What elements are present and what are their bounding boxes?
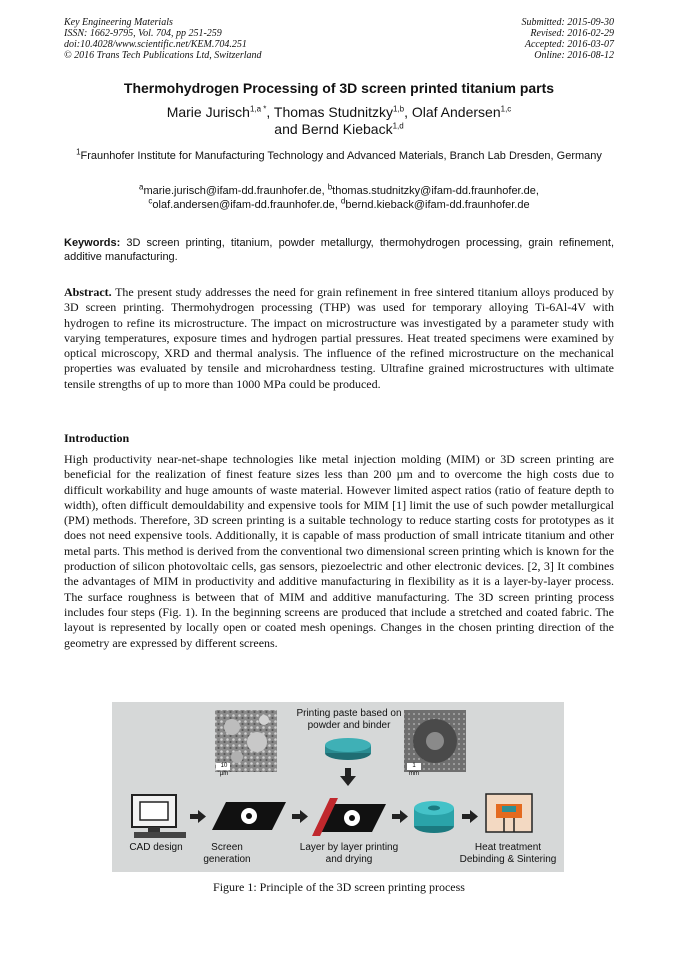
email: thomas.studnitzky@ifam-dd.fraunhofer.de, (332, 185, 539, 197)
abstract-label: Abstract. (64, 285, 112, 299)
section-heading: Introduction (64, 431, 130, 445)
journal-line: © 2016 Trans Tech Publications Ltd, Switzerland (64, 50, 262, 61)
screen-icon (212, 802, 286, 830)
computer-icon (132, 795, 186, 838)
scale-bar-label: 1 mm (409, 763, 419, 777)
introduction-text: High productivity near-net-shape technologies like metal injection molding (MIM) or 3D screen printing are beneficial for the realization of finest feature sizes less than 200 µm and to overcome the high costs due to difficult workability and huge amounts of waste material. However limited aspect ratios (ratio of feature depth to width), often difficult demouldability and expensive tools for MIM [1] limit the use of such powder metallurgical (PM) methods. Therefore, 3D screen printing is a suitable technology to reduce starting costs for prototypes as it does not need expensive tools. Additionally, it is capable of mass production of small intricate titanium and other metal parts. This method is derived from the conventional two dimensional screen printing which is known for the production of silicon photovoltaic cells, gas sensors, piezoelectric and other electronic devices. [2, 3] It combines the advantages of MIM in productivity and additive manufacturing in flexibility as it is a layer-by-layer process. The surface roughness is between that of MIM and additive manufacturing. The 3D screen printing process includes four steps (Fig. 1). In the beginning screens are produced that include a stretched and coated fabric. The layout is represented by locally open or coated mesh openings. Changes in the chosen printing direction of the geometry are expressed by different screens. (64, 452, 614, 650)
step-label: Screen generation (203, 842, 251, 865)
date-line: Revised: 2016-02-29 (530, 28, 614, 39)
process-figure (112, 702, 564, 872)
step-label: CAD design (129, 842, 183, 853)
author-affil-mark: 1,d (392, 121, 404, 131)
email-mark: b (327, 182, 333, 192)
author-emails (50, 184, 628, 212)
affiliation (50, 149, 628, 163)
journal-line: ISSN: 1662-9795, Vol. 704, pp 251-259 (64, 28, 222, 39)
arrow-right-icon (462, 810, 478, 823)
author-name: and Bernd Kieback (274, 121, 393, 137)
printing-screen-icon (312, 798, 386, 836)
keywords (64, 236, 614, 264)
journal-line: doi:10.4028/www.scientific.net/KEM.704.251 (64, 39, 247, 50)
abstract-text: The present study addresses the need for grain refinement in free sintered titanium alloys produced by 3D screen printing. Thermohydrogen processing (THP) was used for temporary alloying Ti-6Al-4V with hydrogen to refine its microstructure. The impact on microstructure was investigated by a parameter study with varying temperatures, exposure times and hydrogen partial pressures. Heat treated specimens were examined by optical microscopy, XRD and thermal analysis. The influence of the refined microstructure on the mechanical properties was evaluated by tensile and microhardness testing. Ultrafine grained microstructures with ultimate tensile strengths of up to more than 1000 MPa could be produced. (64, 285, 614, 391)
furnace-icon (486, 794, 532, 832)
affiliation-text: Fraunhofer Institute for Manufacturing Technology and Advanced Materials, Branch Lab Dresden, Germany (80, 150, 602, 162)
email: bernd.kieback@ifam-dd.fraunhofer.de (345, 199, 530, 211)
email-mark: a (139, 182, 144, 192)
email: marie.jurisch@ifam-dd.fraunhofer.de, (143, 185, 328, 197)
arrow-down-icon (340, 768, 356, 786)
step-label: Heat treatment Debinding & Sintering (459, 842, 557, 865)
arrow-right-icon (190, 810, 206, 823)
step-label: Layer by layer printing and drying (299, 842, 399, 865)
scale-bar-label: 10 µm (219, 763, 229, 777)
email: olaf.andersen@ifam-dd.fraunhofer.de, (152, 199, 341, 211)
author-name: , Olaf Andersen (404, 104, 501, 120)
arrow-right-icon (292, 810, 308, 823)
figure-caption: Figure 1: Principle of the 3D screen printing process (213, 880, 465, 894)
date-line: Submitted: 2015-09-30 (521, 17, 614, 28)
green-part-icon (414, 801, 454, 833)
affiliation-mark: 1 (76, 147, 81, 157)
paste-label: Printing paste based on powder and binder (296, 708, 402, 731)
author-name: , Thomas Studnitzky (266, 104, 393, 120)
date-line: Accepted: 2016-03-07 (524, 39, 614, 50)
keywords-text: 3D screen printing, titanium, powder metallurgy, thermohydrogen processing, grain refinement, additive manufacturing. (64, 237, 614, 263)
journal-info (64, 17, 262, 61)
author-name: Marie Jurisch (166, 104, 250, 120)
paper-title: Thermohydrogen Processing of 3D screen printed titanium parts (123, 80, 555, 96)
email-mark: c (148, 196, 153, 206)
submission-dates (522, 17, 615, 61)
author-affil-mark: 1,a * (249, 104, 267, 114)
date-line: Online: 2016-08-12 (534, 50, 614, 61)
arrow-right-icon (392, 810, 408, 823)
author-list (40, 104, 638, 138)
keywords-label: Keywords: (64, 237, 121, 249)
author-affil-mark: 1,c (500, 104, 512, 114)
author-affil-mark: 1,b (392, 104, 405, 114)
abstract (64, 285, 614, 392)
journal-line: Key Engineering Materials (64, 17, 173, 28)
email-mark: d (340, 196, 346, 206)
paste-dish-icon (325, 738, 371, 760)
